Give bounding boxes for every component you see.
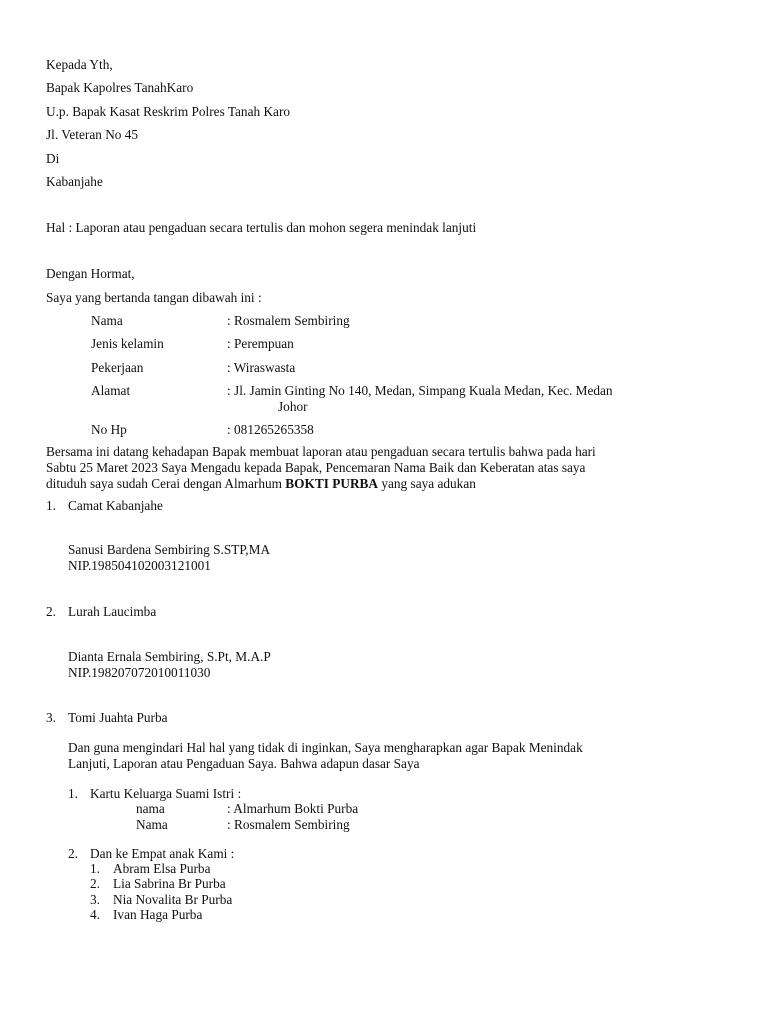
reported-2-name: Dianta Ernala Sembiring, S.Pt, M.A.P [68,649,271,664]
body-line-1: Bersama ini datang kehadapan Bapak membuat laporan atau pengaduan secara tertulis bahwa pada hari [46,444,596,459]
basis-1-row-1-value: : Almarhum Bokti Purba [227,801,359,816]
recipient-line-1: Kepada Yth, [46,57,113,72]
identity-value-name: : Rosmalem Sembiring [227,313,350,328]
identity-value-job: : Wiraswasta [227,360,296,375]
identity-label-job: Pekerjaan [91,360,144,375]
child-2-name: Lia Sabrina Br Purba [113,876,226,891]
identity-value-address-cont: Johor [278,399,308,414]
closing-line-2: Lanjuti, Laporan atau Pengaduan Saya. Bahwa adapun dasar Saya [68,756,420,771]
deceased-name-bold: BOKTI PURBA [285,476,379,491]
recipient-line-4: Jl. Veteran No 45 [46,127,139,142]
child-4-num: 4. [90,907,100,922]
reported-1-id: NIP.198504102003121001 [68,558,211,573]
reported-2-num: 2. [46,604,56,619]
reported-3-title: Tomi Juahta Purba [68,710,168,725]
identity-value-phone: : 081265265358 [227,422,314,437]
body-line-3-pre: dituduh saya sudah Cerai dengan Almarhum [46,476,286,491]
basis-2-title: Dan ke Empat anak Kami : [90,846,235,861]
child-4-name: Ivan Haga Purba [113,907,203,922]
intro-line: Saya yang bertanda tangan dibawah ini : [46,290,262,305]
recipient-line-5: Di [46,151,60,166]
basis-1-row-2-value: : Rosmalem Sembiring [227,817,350,832]
reported-2-id: NIP.198207072010011030 [68,665,211,680]
recipient-line-6: Kabanjahe [46,174,103,189]
child-3-name: Nia Novalita Br Purba [113,892,233,907]
child-2-num: 2. [90,876,100,891]
recipient-line-3: U.p. Bapak Kasat Reskrim Polres Tanah Karo [46,104,291,119]
body-line-2: Sabtu 25 Maret 2023 Saya Mengadu kepada Bapak, Pencemaran Nama Baik dan Keberatan atas saya [46,460,586,475]
body-line-3-post: yang saya adukan [378,476,476,491]
basis-1-row-2-label: Nama [136,817,168,832]
basis-1-title: Kartu Keluarga Suami Istri : [90,786,242,801]
reported-1-num: 1. [46,498,56,513]
identity-value-address: : Jl. Jamin Ginting No 140, Medan, Simpang Kuala Medan, Kec. Medan [227,383,613,398]
basis-1-row-1-label: nama [136,801,165,816]
body-line-3 [46,476,476,492]
reported-3-num: 3. [46,710,56,725]
child-1-name: Abram Elsa Purba [113,861,211,876]
reported-1-title: Camat Kabanjahe [68,498,163,513]
basis-2-num: 2. [68,846,78,861]
reported-2-title: Lurah Laucimba [68,604,157,619]
identity-label-address: Alamat [91,383,131,398]
identity-label-phone: No Hp [91,422,127,437]
identity-value-gender: : Perempuan [227,336,294,351]
identity-label-gender: Jenis kelamin [91,336,164,351]
child-1-num: 1. [90,861,100,876]
recipient-line-2: Bapak Kapolres TanahKaro [46,80,194,95]
basis-1-num: 1. [68,786,78,801]
identity-label-name: Nama [91,313,123,328]
greeting: Dengan Hormat, [46,266,135,281]
reported-1-name: Sanusi Bardena Sembiring S.STP,MA [68,542,271,557]
child-3-num: 3. [90,892,100,907]
closing-line-1: Dan guna mengindari Hal hal yang tidak di inginkan, Saya mengharapkan agar Bapak Menindak [68,740,583,755]
subject-line: Hal : Laporan atau pengaduan secara tertulis dan mohon segera menindak lanjuti [46,220,477,235]
